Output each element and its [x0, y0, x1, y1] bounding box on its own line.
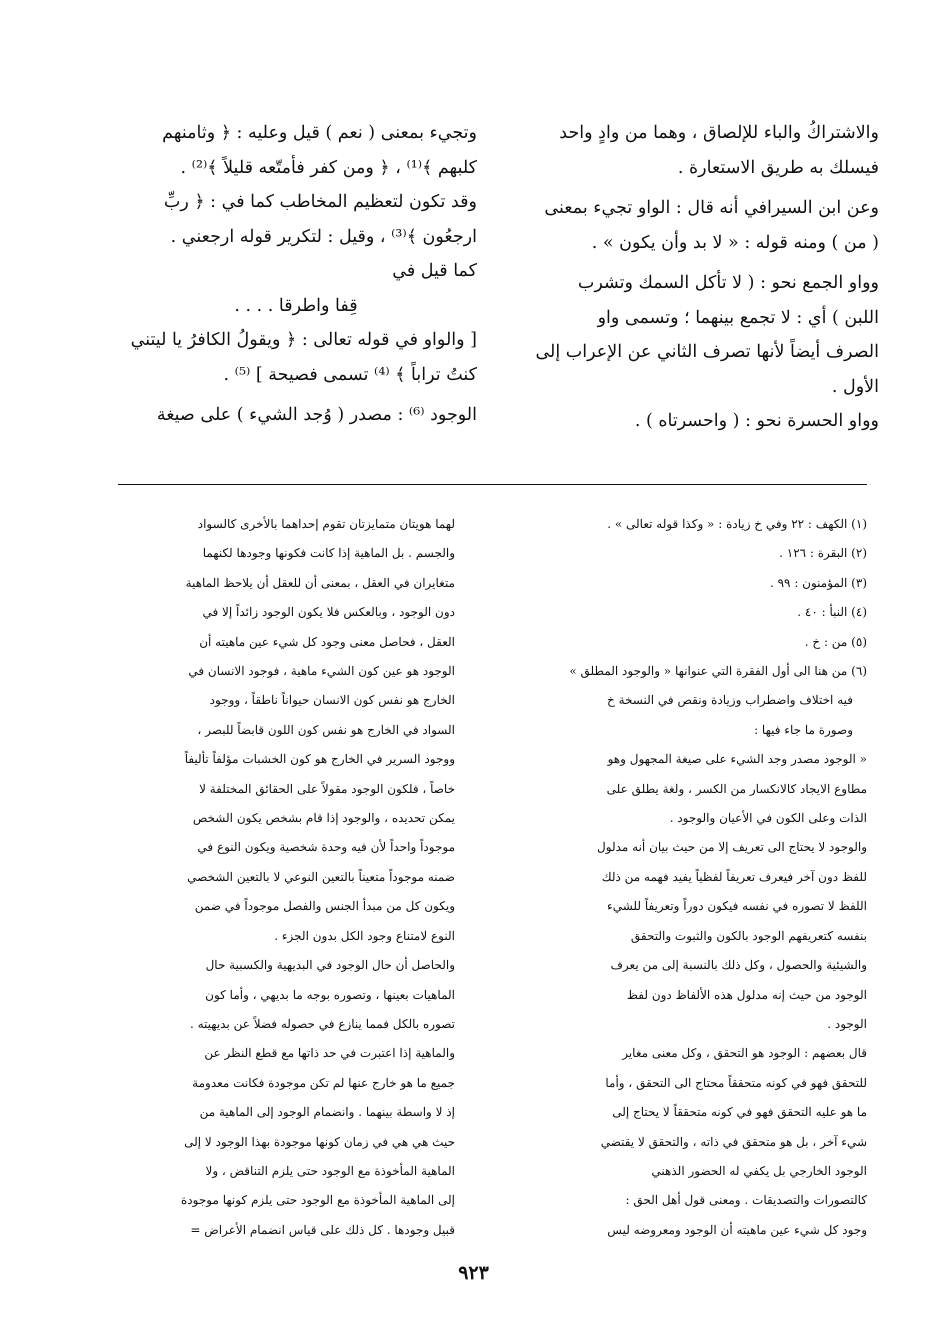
main-left-line-1: وتجيء بمعنى ( نعم ) قيل وعليه : ﴿ وثامنهم: [162, 123, 477, 143]
main-text-right-column: [517, 116, 879, 439]
footnote-left-line-6: الوجود هو عين كون الشيء ماهية ، فوجود الانسان في: [188, 664, 455, 679]
footnote-right-line-11: الذات وعلى الكون في الأعيان والوجود .: [669, 811, 867, 826]
main-right-line-8: الأول .: [831, 376, 879, 397]
footnote-left-line-5: العقل ، فحاصل معنى وجود كل شيء عين ماهيته أن: [199, 634, 455, 649]
main-right-line-4: ( من ) ومنه قوله : « لا بد وأن يكون » .: [591, 232, 879, 253]
footnote-right-line-24: كالتصورات والتصديقات . ومعنى قول أهل الحق :: [625, 1193, 867, 1208]
main-left-line-5: كما قيل في: [392, 261, 477, 281]
main-left-line-3: وقد تكون لتعظيم المخاطب كما في : ﴿ ربِّ: [163, 192, 477, 212]
footnote-left-line-1: لهما هويتان متمايزتان تقوم إحداهما بالأخرى كالسواد: [197, 517, 455, 531]
footnote-right-line-4: (٤) النبأ : ٤٠ .: [797, 605, 867, 620]
footnote-left-line-16: والحاصل أن حال الوجود في البديهية والكسبية حال: [205, 958, 455, 973]
main-right-line-1: والاشتراكُ والباء للإلصاق ، وهما من وادٍ واحد: [559, 123, 879, 143]
footnote-left-line-7: الخارج هو نفس كون الانسان حيواناً ناطقاً ، ووجود: [209, 693, 455, 708]
footnote-right-line-5: (٥) من : خ .: [804, 634, 867, 649]
footnote-right-line-12: والوجود لا يحتاج الى تعريف إلا من حيث بيان أنه مدلول: [597, 840, 867, 855]
page-number: ٩٢٣: [458, 1262, 489, 1284]
footnote-left-line-13: ضمنه موجوداً متعيناً بالتعين النوعي لا بالتعين الشخصي: [187, 869, 455, 884]
main-right-line-7: الصرف أيضاً لأنها تصرف الثاني عن الإعراب إلى: [535, 342, 879, 362]
footnote-right-line-13: للفظ دون آخر فيعرف تعريفاً لفظياً يفيد فهمه من ذلك: [601, 869, 867, 884]
footnote-right-line-9: « الوجود مصدر وجد الشيء على صيغة المجهول وهو: [607, 752, 867, 767]
main-text-left-column: [115, 116, 477, 433]
footnote-separator-rule: [118, 484, 867, 485]
footnote-left-line-11: يمكن تحديده ، والوجود إذا قام بشخص يكون الشخص: [192, 811, 455, 826]
footnote-left-line-9: ووجود السرير في الخارج هو كون الخشبات مؤلفاً تأليفاً: [184, 752, 455, 767]
footnote-right-line-6: (٦) من هنا الى أول الفقرة التي عنوانها « والوجود المطلق »: [569, 664, 867, 679]
footnote-left-line-21: إذ لا واسطة بينهما . وانضمام الوجود إلى الماهية من: [199, 1105, 455, 1120]
footnote-right-line-23: الوجود الخارجي بل يكفي له الحضور الذهني: [651, 1163, 867, 1178]
main-right-line-9: وواو الحسرة نحو : ( واحسرتاه ) .: [634, 411, 879, 431]
footnote-left-line-20: جميع ما هو خارج عنها لم تكن موجودة فكانت معدومة: [192, 1075, 455, 1090]
footnote-right-line-1: (١) الكهف : ٢٢ وفي خ زيادة : « وكذا قوله تعالى » .: [607, 517, 867, 531]
footnote-right-line-25: وجود كل شيء عين ماهيته أن الوجود ومعروضه ليس: [607, 1222, 867, 1237]
footnote-left-line-2: والجسم . بل الماهية إذا كانت فكونها وجودها لكنهما: [202, 546, 455, 561]
main-left-line-6: قِفا واطرقا . . . .: [234, 295, 358, 316]
footnote-right-line-14: اللفظ لا تصوره في نفسه فيكون دوراً وتعريفاً للشيء: [607, 899, 867, 914]
footnote-right-line-2: (٢) البقرة : ١٢٦ .: [779, 546, 867, 561]
footnote-right-line-17: الوجود من حيث إنه مدلول هذه الألفاظ دون لفظ: [626, 987, 867, 1002]
footnote-left-line-25: قبيل وجودها . كل ذلك على قياس انضمام الأعراض =: [190, 1222, 455, 1237]
footnote-right-line-16: والشيئية والحصول ، وكل ذلك بالنسبة إلى من يعرف: [610, 958, 867, 973]
main-right-line-5: وواو الجمع نحو : ( لا تأكل السمك وتشرب: [577, 273, 879, 293]
footnote-left-line-18: تصوره بالكل فمما ينازع في حصوله فضلاً عن بديهيته .: [189, 1016, 455, 1031]
footnote-left-line-22: حيث هي هي في زمان كونها موجودة بهذا الوجود لا إلى: [184, 1134, 455, 1149]
footnote-right-line-7: فيه اختلاف واضطراب وزيادة ونقص في النسخة خ: [607, 693, 853, 708]
footnotes-left-column: [95, 510, 455, 1245]
footnote-right-line-3: (٣) المؤمنون : ٩٩ .: [769, 575, 867, 590]
main-left-line-2: كلبهم ﴾⁽¹⁾ ، ﴿ ومن كفر فأمتّعه قليلاً ﴾⁽²⁾ .: [180, 157, 477, 178]
main-left-line-9: الوجود ⁽⁶⁾ : مصدر ( وُجد الشيء ) على صيغة: [156, 405, 477, 425]
footnote-left-line-8: السواد في الخارج هو نفس كون اللون قابضاً للبصر ،: [197, 722, 455, 737]
footnote-right-line-18: الوجود .: [827, 1016, 867, 1031]
footnote-left-line-4: دون الوجود ، وبالعكس فلا يكون الوجود زائداً إلا في: [202, 605, 455, 620]
footnote-left-line-17: الماهيات بعينها ، وتصوره بوجه ما بديهي ، وأما كون: [205, 987, 455, 1002]
footnote-right-line-10: مطاوع الايجاد كالانكسار من الكسر ، ولغة يطلق على: [606, 781, 867, 796]
footnote-left-line-12: موجوداً واحداً لأن فيه وحدة شخصية ويكون النوع في: [197, 840, 455, 855]
footnote-left-line-15: النوع لامتناع وجود الكل بدون الجزء .: [274, 928, 455, 943]
main-left-line-4: ارجعُون ﴾⁽³⁾ ، وقيل : لتكرير قوله ارجعني .: [170, 226, 477, 247]
footnote-right-line-8: وصورة ما جاء فيها :: [754, 722, 853, 737]
main-right-line-6: اللبن ) أي : لا تجمع بينهما ؛ وتسمى واو: [597, 307, 879, 328]
footnotes-right-column: [511, 510, 867, 1245]
main-left-line-8: كنتُ تراباً ﴾ ⁽⁴⁾ تسمى فصيحة ] ⁽⁵⁾ .: [223, 364, 477, 385]
footnote-right-line-15: بنفسه كتعريفهم الوجود بالكون والثبوت والتحقق: [630, 928, 867, 943]
footnote-right-line-19: قال بعضهم : الوجود هو التحقق ، وكل معنى مغاير: [622, 1046, 867, 1061]
footnote-left-line-14: ويكون كل من مبدأ الجنس والفصل موجوداً في ضمن: [194, 899, 455, 914]
main-right-line-2: فيسلك به طريق الاستعارة .: [677, 157, 879, 178]
footnote-left-line-10: خاصاً ، فلكون الوجود مقولاً على الحقائق المختلفة لا: [199, 781, 455, 796]
main-right-line-3: وعن ابن السيرافي أنه قال : الواو تجيء بمعنى: [544, 198, 879, 218]
footnote-left-line-19: والماهية إذا اعتبرت في حد ذاتها مع قطع النظر عن: [204, 1046, 455, 1061]
footnote-right-line-20: للتحقق فهو في كونه متحققاً محتاج الى التحقق ، وأما: [605, 1075, 867, 1090]
footnote-right-line-21: ما هو عليه التحقق فهو في كونه متحققاً لا يحتاج إلى: [612, 1105, 867, 1120]
footnote-left-line-23: الماهية المأخوذة مع الوجود حتى يلزم التناقض ، ولا: [205, 1163, 455, 1178]
footnote-left-line-3: متغايران في العقل ، بمعنى أن للعقل أن يلاحظ الماهية: [185, 575, 455, 590]
footnote-right-line-22: شيء آخر ، بل هو متحقق في ذاته ، والتحقق لا يقتضي: [600, 1134, 867, 1149]
footnote-left-line-24: إلى الماهية المأخوذة مع الوجود حتى يلزم كونها موجودة: [181, 1193, 455, 1208]
main-left-line-7: [ والواو في قوله تعالى : ﴿ ويقولُ الكافرُ يا ليتني: [130, 330, 477, 350]
